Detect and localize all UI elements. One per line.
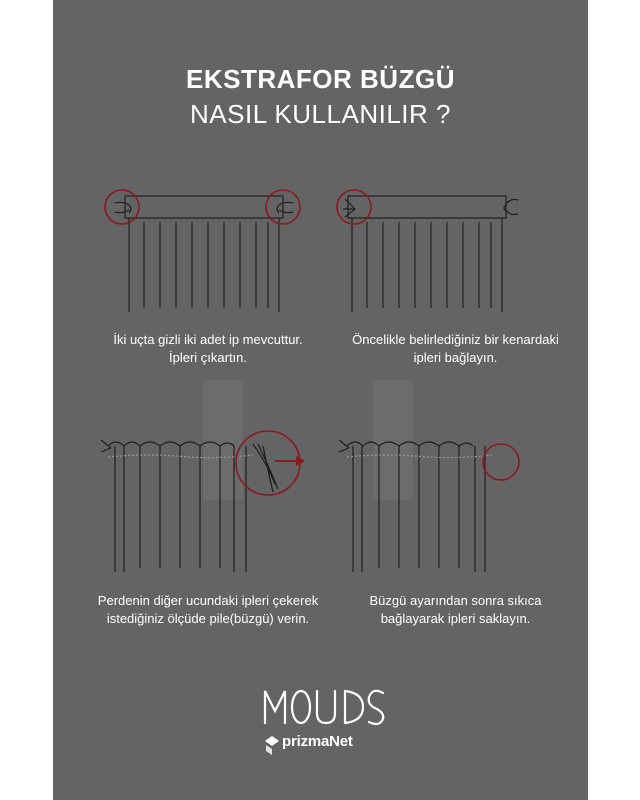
prizmanet-emblem-icon bbox=[265, 736, 279, 755]
prizmanet-label: prizmaNet bbox=[282, 733, 353, 750]
step-4-caption: Büzgü ayarından sonra sıkıca bağlayarak ipleri saklayın. bbox=[369, 593, 542, 626]
step-4-illustration bbox=[53, 0, 588, 600]
page-subtitle: NASIL KULLANILIR ? bbox=[190, 99, 451, 129]
page-title: EKSTRAFOR BÜZGÜ bbox=[186, 64, 455, 94]
step-2-caption: Öncelikle belirlediğiniz bir kenardaki ipleri bağlayın. bbox=[352, 332, 559, 365]
step-1-caption: İki uçta gizli iki adet ip mevcuttur. İpleri çıkartın. bbox=[113, 332, 303, 365]
step-3-caption: Perdenin diğer ucundaki ipleri çekerek istediğiniz ölçüde pile(büzgü) verin. bbox=[97, 593, 319, 626]
instruction-panel bbox=[53, 0, 588, 800]
brand-logo bbox=[53, 683, 588, 763]
mouds-wordmark bbox=[53, 683, 588, 763]
